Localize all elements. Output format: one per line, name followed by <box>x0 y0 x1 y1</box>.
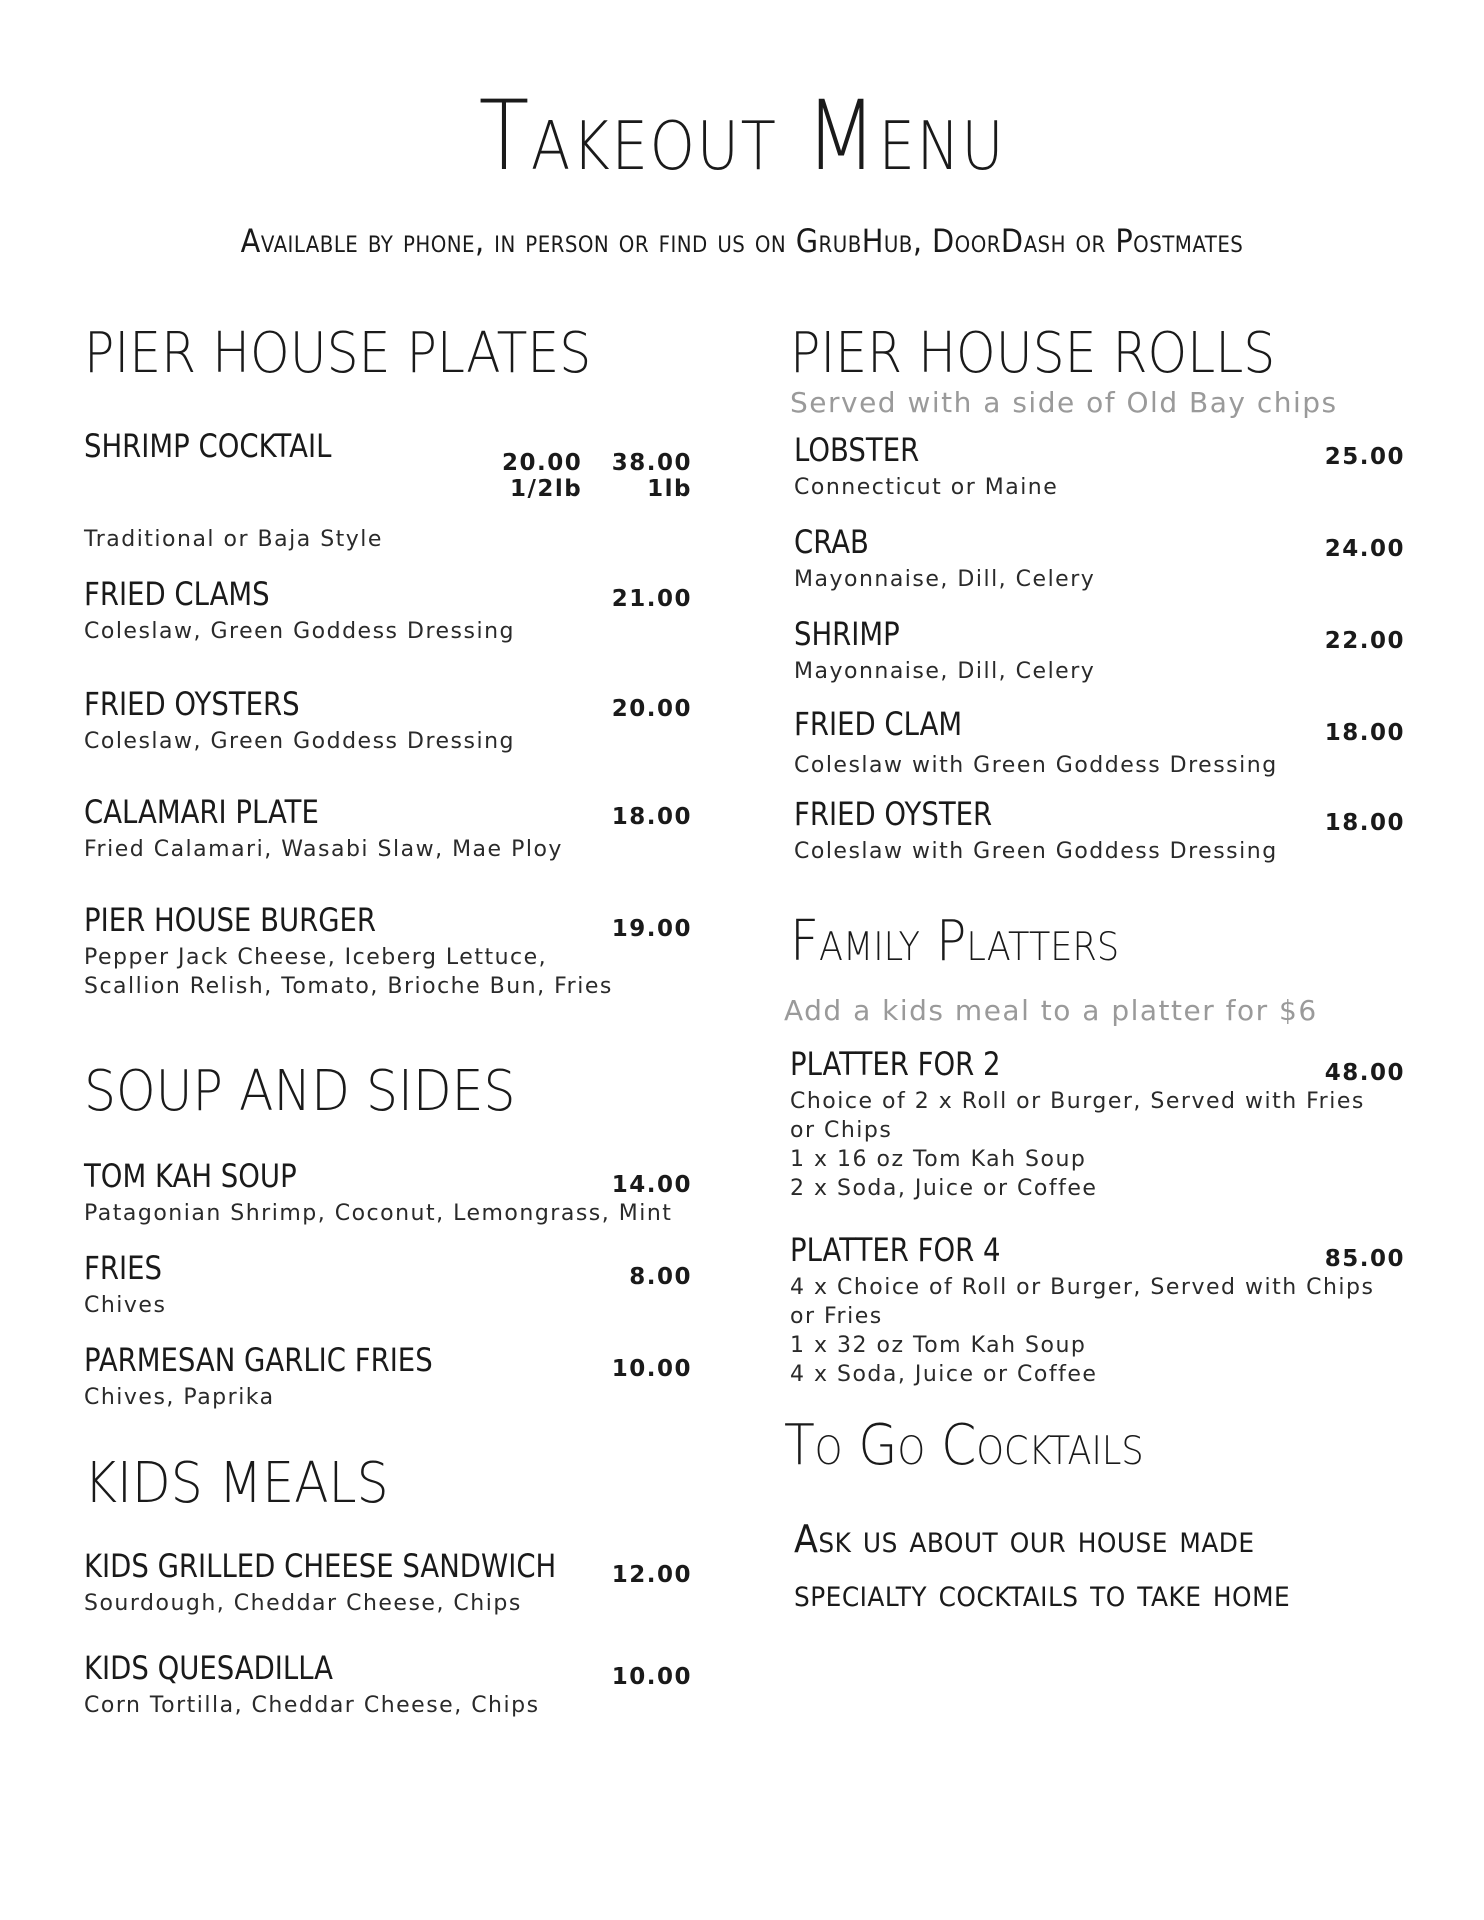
section-title-rolls: PIER HOUSE ROLLS <box>790 321 1276 386</box>
price-one-lb <box>612 450 692 502</box>
item-description: Corn Tortilla, Cheddar Cheese, Chips <box>84 1692 540 1718</box>
section-title-soups: SOUP AND SIDES <box>84 1059 516 1124</box>
item-name: TOM KAH SOUP <box>84 1157 297 1195</box>
item-description: Mayonnaise, Dill, Celery <box>794 658 1096 684</box>
section-title-platters: Family Platters <box>790 909 1120 974</box>
item-description: Sourdough, Cheddar Cheese, Chips <box>84 1590 522 1616</box>
item-name: FRIES <box>84 1249 162 1287</box>
item-name: LOBSTER <box>794 431 920 469</box>
item-price: 85.00 <box>1324 1246 1405 1272</box>
item-description: Coleslaw, Green Goddess Dressing <box>84 728 515 754</box>
item-price: 10.00 <box>611 1356 692 1382</box>
section-title-cocktails: To Go Cocktails <box>784 1413 1144 1478</box>
item-price: 18.00 <box>611 804 692 830</box>
menu-item <box>84 1158 692 1228</box>
item-name: FRIED CLAM <box>794 705 963 743</box>
item-price: 18.00 <box>1324 810 1405 836</box>
item-price: 25.00 <box>1324 444 1405 470</box>
price-unit: 1/2lb <box>509 476 583 502</box>
menu-item <box>84 686 692 756</box>
menu-item <box>84 576 692 646</box>
description-line: 1 x 16 oz Tom Kah Soup <box>790 1146 1087 1172</box>
description-line: 2 x Soda, Juice or Coffee <box>790 1175 1098 1201</box>
menu-item <box>84 1250 692 1320</box>
item-price: 38.00 <box>611 450 692 476</box>
menu-item <box>84 1650 692 1720</box>
item-name: FRIED CLAMS <box>84 575 270 613</box>
item-price-pair <box>502 450 692 502</box>
menu-item <box>790 1046 1405 1203</box>
menu-item <box>84 1342 692 1412</box>
menu-item <box>794 796 1405 866</box>
item-description: Mayonnaise, Dill, Celery <box>794 566 1096 592</box>
item-price: 19.00 <box>611 916 692 942</box>
item-description: Coleslaw, Green Goddess Dressing <box>84 618 515 644</box>
menu-item <box>794 706 1405 780</box>
item-description: Connecticut or Maine <box>794 474 1059 500</box>
item-description <box>790 1273 1375 1389</box>
item-description: Chives <box>84 1292 167 1318</box>
menu-item <box>794 616 1405 686</box>
item-name: KIDS GRILLED CHEESE SANDWICH <box>84 1547 557 1585</box>
item-price: 24.00 <box>1324 536 1405 562</box>
price-half-lb <box>502 450 582 502</box>
description-line: 4 x Soda, Juice or Coffee <box>790 1361 1098 1387</box>
description-line: Choice of 2 x Roll or Burger, Served with Fries or Chips <box>790 1088 1365 1143</box>
item-price: 8.00 <box>629 1264 692 1290</box>
item-description: Traditional or Baja Style <box>84 526 383 552</box>
menu-item <box>794 432 1405 502</box>
item-price: 48.00 <box>1324 1060 1405 1086</box>
item-name: CALAMARI PLATE <box>84 793 319 831</box>
item-price: 21.00 <box>611 586 692 612</box>
price-unit: 1lb <box>647 476 692 502</box>
section-title-kids: KIDS MEALS <box>84 1451 389 1516</box>
item-name: FRIED OYSTERS <box>84 685 300 723</box>
item-name: PLATTER FOR 2 <box>790 1045 1001 1083</box>
item-name: KIDS QUESADILLA <box>84 1649 333 1687</box>
item-description <box>790 1087 1375 1203</box>
menu-subtitle: Available by phone, in person or find us on GrubHub, DoorDash or Postmates <box>240 222 1244 260</box>
menu-item <box>84 902 692 1001</box>
section-note-rolls: Served with a side of Old Bay chips <box>790 386 1338 419</box>
item-price: 14.00 <box>611 1172 692 1198</box>
menu-item <box>794 524 1405 594</box>
item-name: PLATTER FOR 4 <box>790 1231 1001 1269</box>
item-name: PARMESAN GARLIC FRIES <box>84 1341 433 1379</box>
item-description: Pepper Jack Cheese, Iceberg Lettuce, Scallion Relish, Tomato, Brioche Bun, Fries <box>84 944 613 999</box>
item-name: FRIED OYSTER <box>794 795 993 833</box>
menu-item <box>84 1548 692 1618</box>
item-name: SHRIMP COCKTAIL <box>84 427 332 465</box>
menu-item <box>84 794 692 864</box>
item-description: Coleslaw with Green Goddess Dressing <box>794 838 1278 864</box>
description-line: 4 x Choice of Roll or Burger, Served with Chips or Fries <box>790 1274 1375 1329</box>
item-price: 18.00 <box>1324 720 1405 746</box>
item-description: Fried Calamari, Wasabi Slaw, Mae Ploy <box>84 836 563 862</box>
section-note-platters: Add a kids meal to a platter for $6 <box>784 994 1318 1027</box>
item-name: CRAB <box>794 523 869 561</box>
item-price: 20.00 <box>611 696 692 722</box>
menu-item <box>790 1232 1405 1389</box>
section-title-plates: PIER HOUSE PLATES <box>84 321 592 386</box>
item-name: SHRIMP <box>794 615 900 653</box>
item-description: Coleslaw with Green Goddess Dressing <box>794 752 1278 778</box>
item-name: PIER HOUSE BURGER <box>84 901 377 939</box>
description-line: 1 x 32 oz Tom Kah Soup <box>790 1332 1087 1358</box>
item-price: 20.00 <box>501 450 583 476</box>
item-price: 22.00 <box>1324 628 1405 654</box>
menu-item <box>84 428 692 554</box>
item-price: 12.00 <box>611 1562 692 1588</box>
menu-title: Takeout Menu <box>478 80 1006 192</box>
item-description: Patagonian Shrimp, Coconut, Lemongrass, Mint <box>84 1200 673 1226</box>
item-price: 10.00 <box>611 1664 692 1690</box>
cocktails-text: Ask us about our house made specialty cocktails to take home <box>794 1517 1291 1615</box>
item-description: Chives, Paprika <box>84 1384 275 1410</box>
